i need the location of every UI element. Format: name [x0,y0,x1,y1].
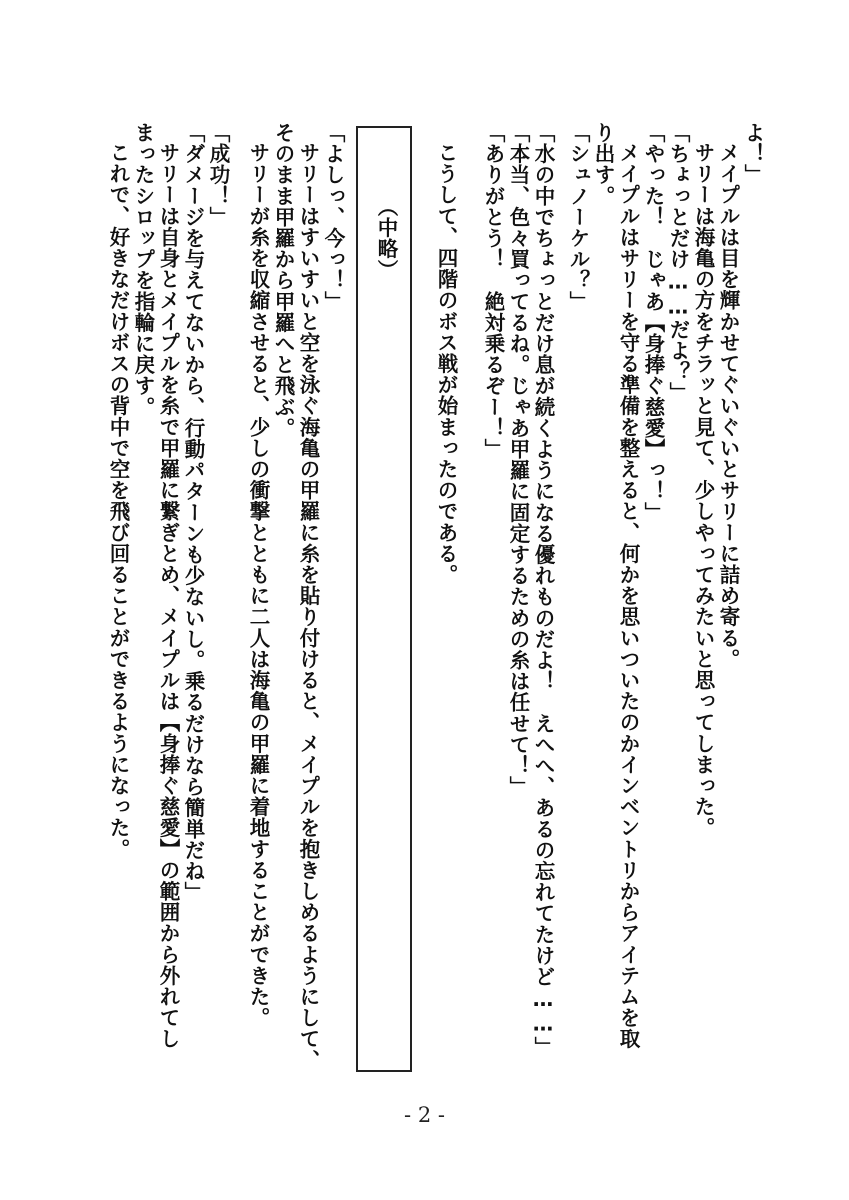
text-line: 「よしっ、今っ！」 [321,122,345,312]
text-line: メイプルは目を輝かせてぐいぐいとサリーに詰め寄る。 [716,142,740,670]
text-line: 「ちょっとだけ……だよ？」 [666,122,690,404]
text-line: 「ダメージを与えてないから、行動パターンも少ないし。乗るだけなら簡単だね」 [181,122,205,903]
text-line: 「ありがとう！ 絶対乗るぞー！」 [481,122,505,460]
text-line: 「本当、色々買ってるね。じゃあ甲羅に固定するための糸は任せて！」 [506,122,530,798]
text-line: 「水の中でちょっとだけ息が続くようになる優れものだよ！ えへへ、あるの忘れてたけど……」 [531,122,555,1058]
text-line: サリーが糸を収縮させると、少しの衝撃とともに二人は海亀の甲羅に着地することができた。 [246,142,270,1029]
text-line: サリーはすいすいと空を泳ぐ海亀の甲羅に糸を貼り付けると、メイプルを抱きしめるようにして、 [296,142,320,1071]
text-line: 「成功！」 [206,122,230,228]
text-line: そのまま甲羅から甲羅へと飛ぶ。 [271,122,295,439]
text-line: 「シュノーケル？」 [566,122,590,312]
text-line: まったシロップを指輪に戻す。 [131,122,155,418]
page-number: - 2 - [404,1103,445,1127]
text-line: サリーは海亀の方をチラッと見て、少しやってみたいと思ってしまった。 [691,142,715,839]
text-line: これで、好きなだけボスの背中で空を飛び回ることができるようになった。 [106,142,130,860]
text-line: 「やった！ じゃあ【身捧ぐ慈愛】っ！」 [641,122,665,523]
omission-label: （中略） [374,196,398,281]
text-line: サリーは自身とメイプルを糸で甲羅に繋ぎとめ、メイプルは【身捧ぐ慈愛】の範囲から外れてし [156,142,180,1050]
text-line: り出す。 [591,122,615,207]
text-line: こうして、四階のボス戦が始まったのである。 [434,142,458,586]
text-line: メイプルはサリーを守る準備を整えると、何かを思いついたのかインベントリからアイテムを取 [616,142,640,1050]
text-line: よ！」 [741,122,765,186]
